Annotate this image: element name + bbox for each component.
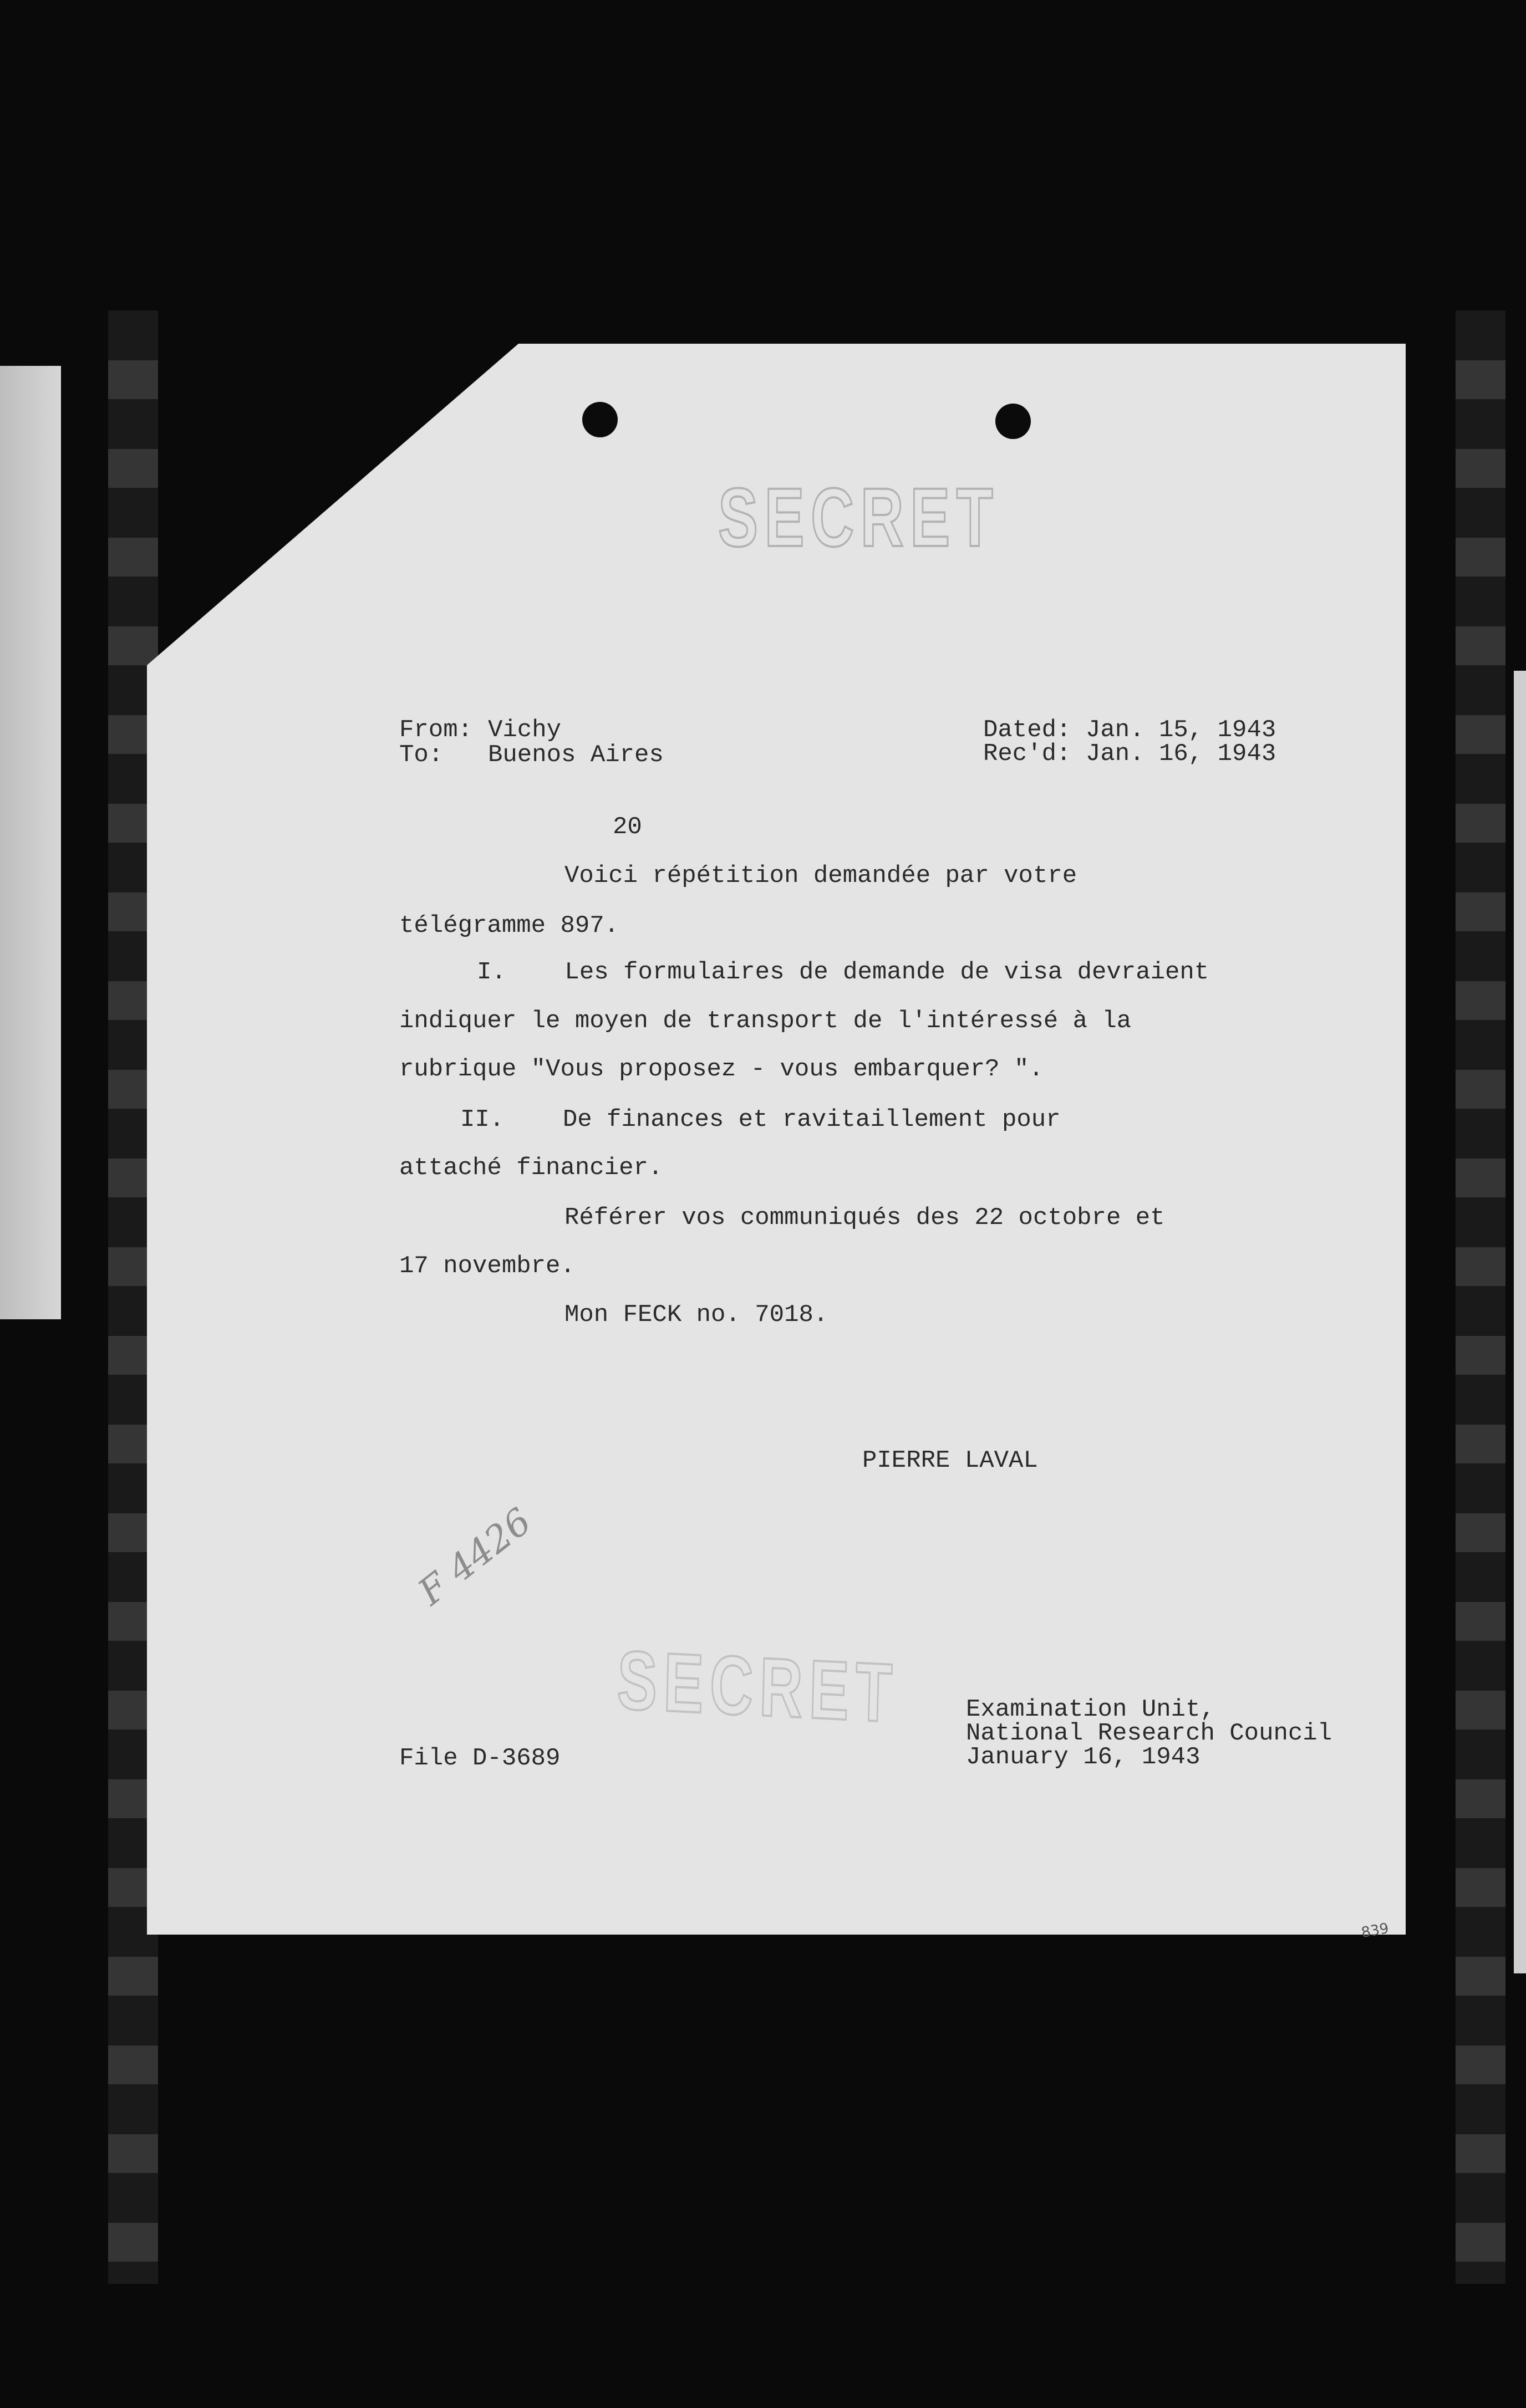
file-number: File D-3689 — [399, 1744, 561, 1772]
recd-value: Jan. 16, 1943 — [1086, 740, 1276, 768]
secret-stamp-bottom: SECRET — [616, 1633, 900, 1740]
adjacent-page-right-edge — [1514, 671, 1526, 1973]
secret-stamp-top: SECRET — [718, 471, 1000, 564]
signature: PIERRE LAVAL — [862, 1447, 1038, 1475]
from-label: From: — [399, 716, 473, 744]
dated-label: Dated: — [983, 716, 1071, 744]
examination-unit-line: January 16, 1943 — [966, 1743, 1201, 1771]
message-line: Voici répétition demandée par votre — [564, 862, 1077, 890]
handwritten-file-note: F 4426 — [410, 1499, 540, 1614]
message-line: I. Les formulaires de demande de visa devraient — [477, 958, 1209, 986]
message-line: II. De finances et ravitaillement pour — [460, 1106, 1061, 1134]
adjacent-page-left-edge — [0, 366, 61, 1319]
punch-hole-left — [582, 402, 618, 437]
film-strip-right — [1456, 310, 1505, 2284]
corner-mark: 839 — [1360, 1920, 1390, 1942]
message-line: Mon FECK no. 7018. — [564, 1301, 828, 1329]
punch-hole-right — [995, 404, 1031, 439]
message-line: 17 novembre. — [399, 1252, 575, 1280]
recd-label: Rec'd: — [983, 740, 1071, 768]
message-line: télégramme 897. — [399, 912, 619, 940]
from-value: Vichy — [488, 716, 562, 744]
message-line: attaché financier. — [399, 1154, 663, 1182]
message-line: indiquer le moyen de transport de l'intéressé à la — [399, 1007, 1132, 1035]
examination-unit-line: Examination Unit, — [966, 1696, 1215, 1723]
message-number: 20 — [613, 813, 642, 841]
message-line: rubrique "Vous proposez - vous embarquer? ". — [399, 1055, 1044, 1083]
to-value: Buenos Aires — [488, 741, 664, 769]
to-label: To: — [399, 741, 444, 769]
message-line: Référer vos communiqués des 22 octobre et — [564, 1204, 1165, 1232]
examination-unit-line: National Research Council — [966, 1720, 1332, 1747]
dated-value: Jan. 15, 1943 — [1086, 716, 1276, 744]
